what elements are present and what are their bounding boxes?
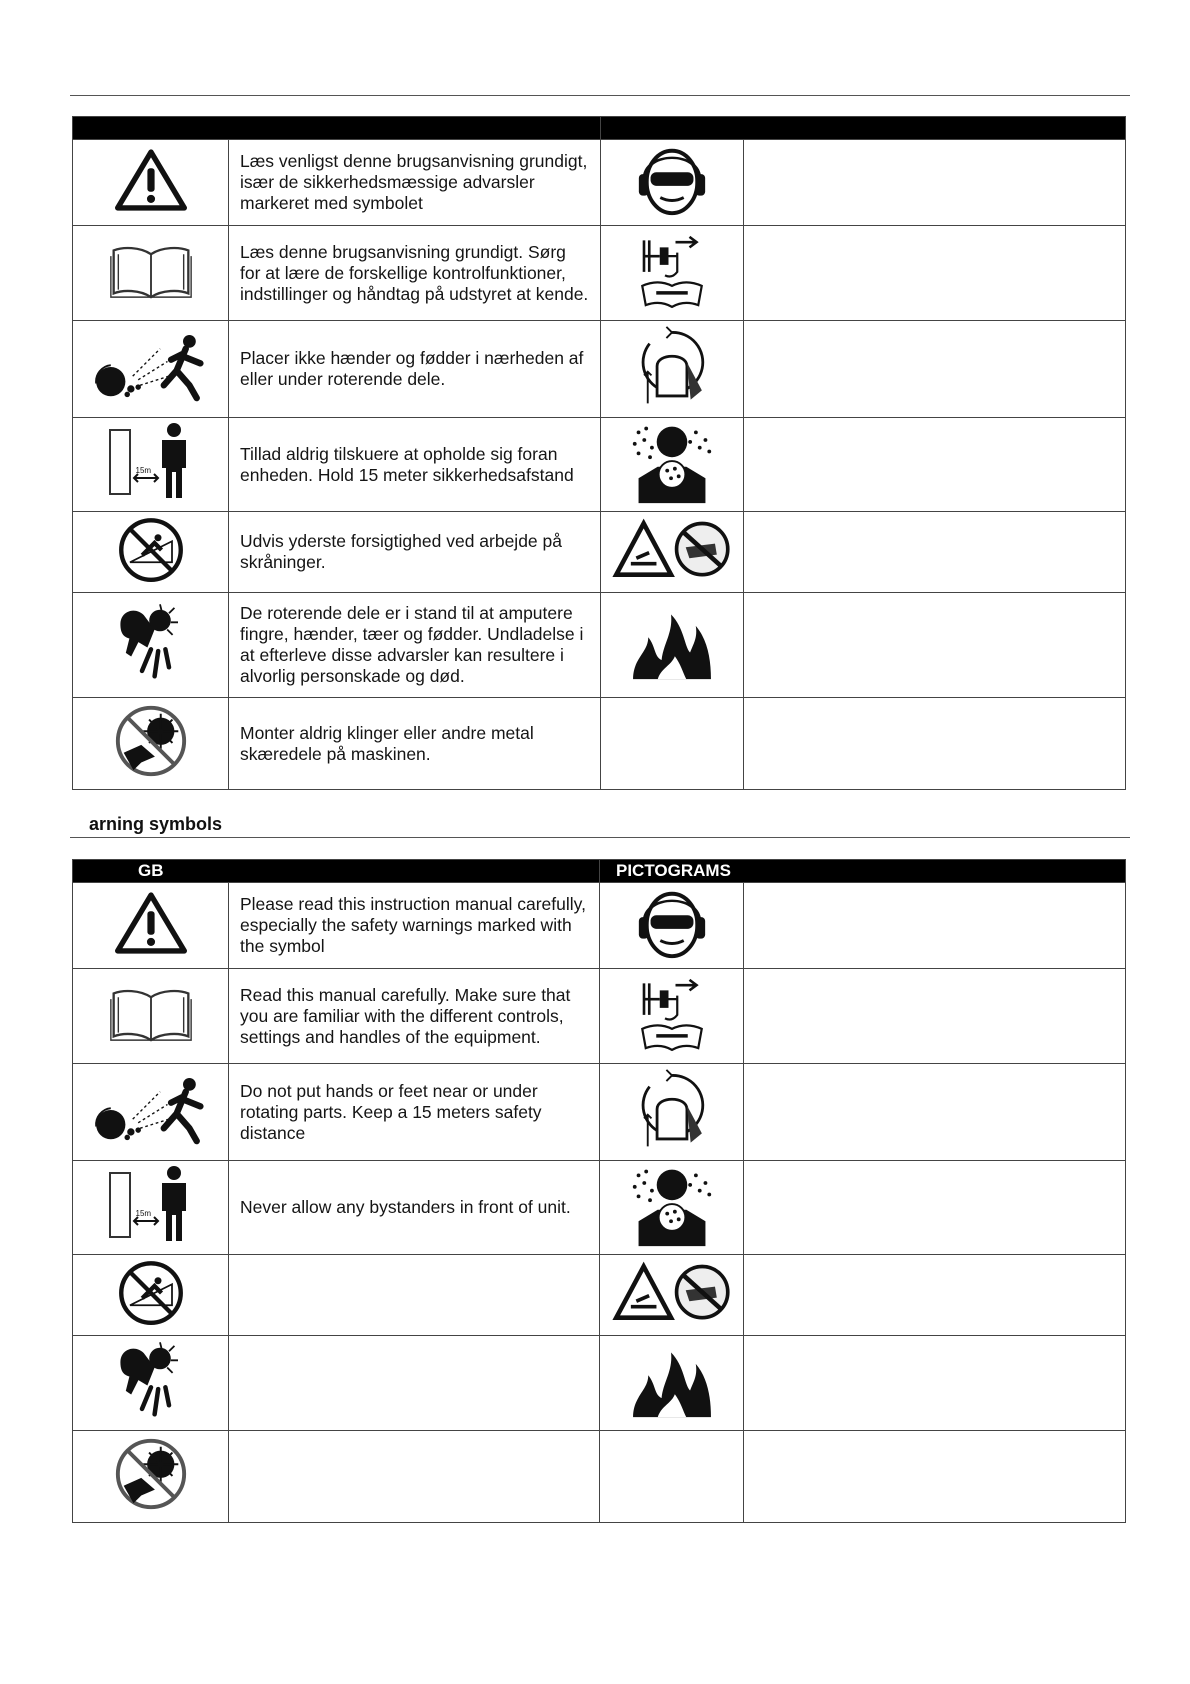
- row-text: Læs denne brugsanvisning grundigt. Sørg for at lære de forskellige kontrolfunktioner, indstillinger og håndtag på udstyret at kende.: [229, 226, 601, 321]
- table-row: [73, 1064, 1126, 1161]
- rotating-blade-hand-icon: [634, 325, 710, 409]
- table-row: [73, 1336, 1126, 1431]
- disconnect-maintenance-icon: [637, 973, 707, 1055]
- row-text: Tillad aldrig tilskuere at opholde sig foran enheden. Hold 15 meter sikkerhedsafstand: [229, 418, 601, 512]
- english-table-header: [73, 860, 1126, 883]
- warning-triangle-icon: [115, 891, 187, 955]
- section-title: arning symbols: [89, 814, 223, 834]
- table-row: [73, 698, 1126, 790]
- table-row: [73, 593, 1126, 698]
- row-text: Monter aldrig klinger eller andre metal skæredele på maskinen.: [229, 698, 601, 790]
- row-description: [744, 140, 1126, 226]
- amputation-hazard-icon: [115, 1339, 187, 1423]
- bystander-distance-icon: [106, 422, 196, 502]
- amputation-hazard-icon: [115, 601, 187, 685]
- row-text: Read this manual carefully. Make sure that you are familiar with the different controls, settings and handles of the equipment.: [229, 969, 600, 1064]
- table-row: [73, 1255, 1126, 1336]
- table-row: [73, 418, 1126, 512]
- danish-header-left: [73, 117, 601, 140]
- danish-symbols-table: [72, 116, 1126, 790]
- empty-icon-cell: [600, 1431, 744, 1523]
- english-header-left: GB: [73, 860, 600, 883]
- distance-label: 15m: [135, 1209, 152, 1218]
- table-row: [73, 140, 1126, 226]
- row-text: Læs venligst denne brugsanvisning grundigt, især de sikkerhedsmæssige advarsler markeret med symbolet: [229, 140, 601, 226]
- row-text: Udvis yderste forsigtighed ved arbejde på skråninger.: [229, 512, 601, 593]
- thrown-objects-icon: [87, 1073, 215, 1147]
- top-rule: [70, 95, 1130, 96]
- english-symbols-table: [72, 859, 1126, 1523]
- table-row: [73, 883, 1126, 969]
- eye-ear-protection-icon: [633, 141, 711, 219]
- eye-ear-protection-icon: [633, 884, 711, 962]
- table-row: [73, 226, 1126, 321]
- row-text: De roterende dele er i stand til at amputere fingre, hænder, tæer og fødder. Undladelse i at efterleve disse advarsler kan resultere i alvorlig personskade og død.: [229, 593, 601, 698]
- row-description: [744, 1064, 1126, 1161]
- row-text: [229, 1336, 600, 1431]
- row-text: Placer ikke hænder og fødder i nærheden af eller under roterende dele.: [229, 321, 601, 418]
- row-text: [229, 1255, 600, 1336]
- hot-surface-no-touch-icon: [612, 518, 732, 582]
- table-row: [73, 1431, 1126, 1523]
- english-header-right: PICTOGRAMS: [600, 860, 1126, 883]
- row-text: Never allow any bystanders in front of unit.: [229, 1161, 600, 1255]
- manual-book-icon: [109, 985, 193, 1043]
- manual-book-icon: [109, 242, 193, 300]
- danish-header-right: [601, 117, 1126, 140]
- row-description: [744, 1161, 1126, 1255]
- no-metal-blades-icon: [112, 702, 190, 780]
- row-description: [744, 883, 1126, 969]
- row-description: [744, 418, 1126, 512]
- table-row: [73, 1161, 1126, 1255]
- table-row: [73, 969, 1126, 1064]
- empty-icon-cell: [601, 698, 744, 790]
- row-description: [744, 1336, 1126, 1431]
- thrown-objects-icon: [87, 330, 215, 404]
- disconnect-maintenance-icon: [637, 230, 707, 312]
- no-slope-icon: [116, 515, 186, 585]
- no-metal-blades-icon: [112, 1435, 190, 1513]
- dust-mask-icon: [629, 1162, 715, 1248]
- row-text: [229, 1431, 600, 1523]
- hot-surface-no-touch-icon: [612, 1261, 732, 1325]
- table-row: [73, 512, 1126, 593]
- row-description: [744, 512, 1126, 593]
- row-text: Please read this instruction manual carefully, especially the safety warnings marked with the symbol: [229, 883, 600, 969]
- warning-triangle-icon: [115, 148, 187, 212]
- no-slope-icon: [116, 1258, 186, 1328]
- row-description: [744, 226, 1126, 321]
- row-description: [744, 321, 1126, 418]
- danish-table-header: [73, 117, 1126, 140]
- fire-flames-icon: [629, 605, 715, 681]
- distance-label: 15m: [135, 466, 152, 475]
- rotating-blade-hand-icon: [634, 1068, 710, 1152]
- row-description: [744, 1255, 1126, 1336]
- row-description: [744, 593, 1126, 698]
- row-description: [744, 698, 1126, 790]
- bystander-distance-icon: [106, 1165, 196, 1245]
- fire-flames-icon: [629, 1343, 715, 1419]
- row-description: [744, 1431, 1126, 1523]
- section-rule: [70, 837, 1130, 838]
- row-text: Do not put hands or feet near or under rotating parts. Keep a 15 meters safety distance: [229, 1064, 600, 1161]
- row-description: [744, 969, 1126, 1064]
- dust-mask-icon: [629, 419, 715, 505]
- table-row: [73, 321, 1126, 418]
